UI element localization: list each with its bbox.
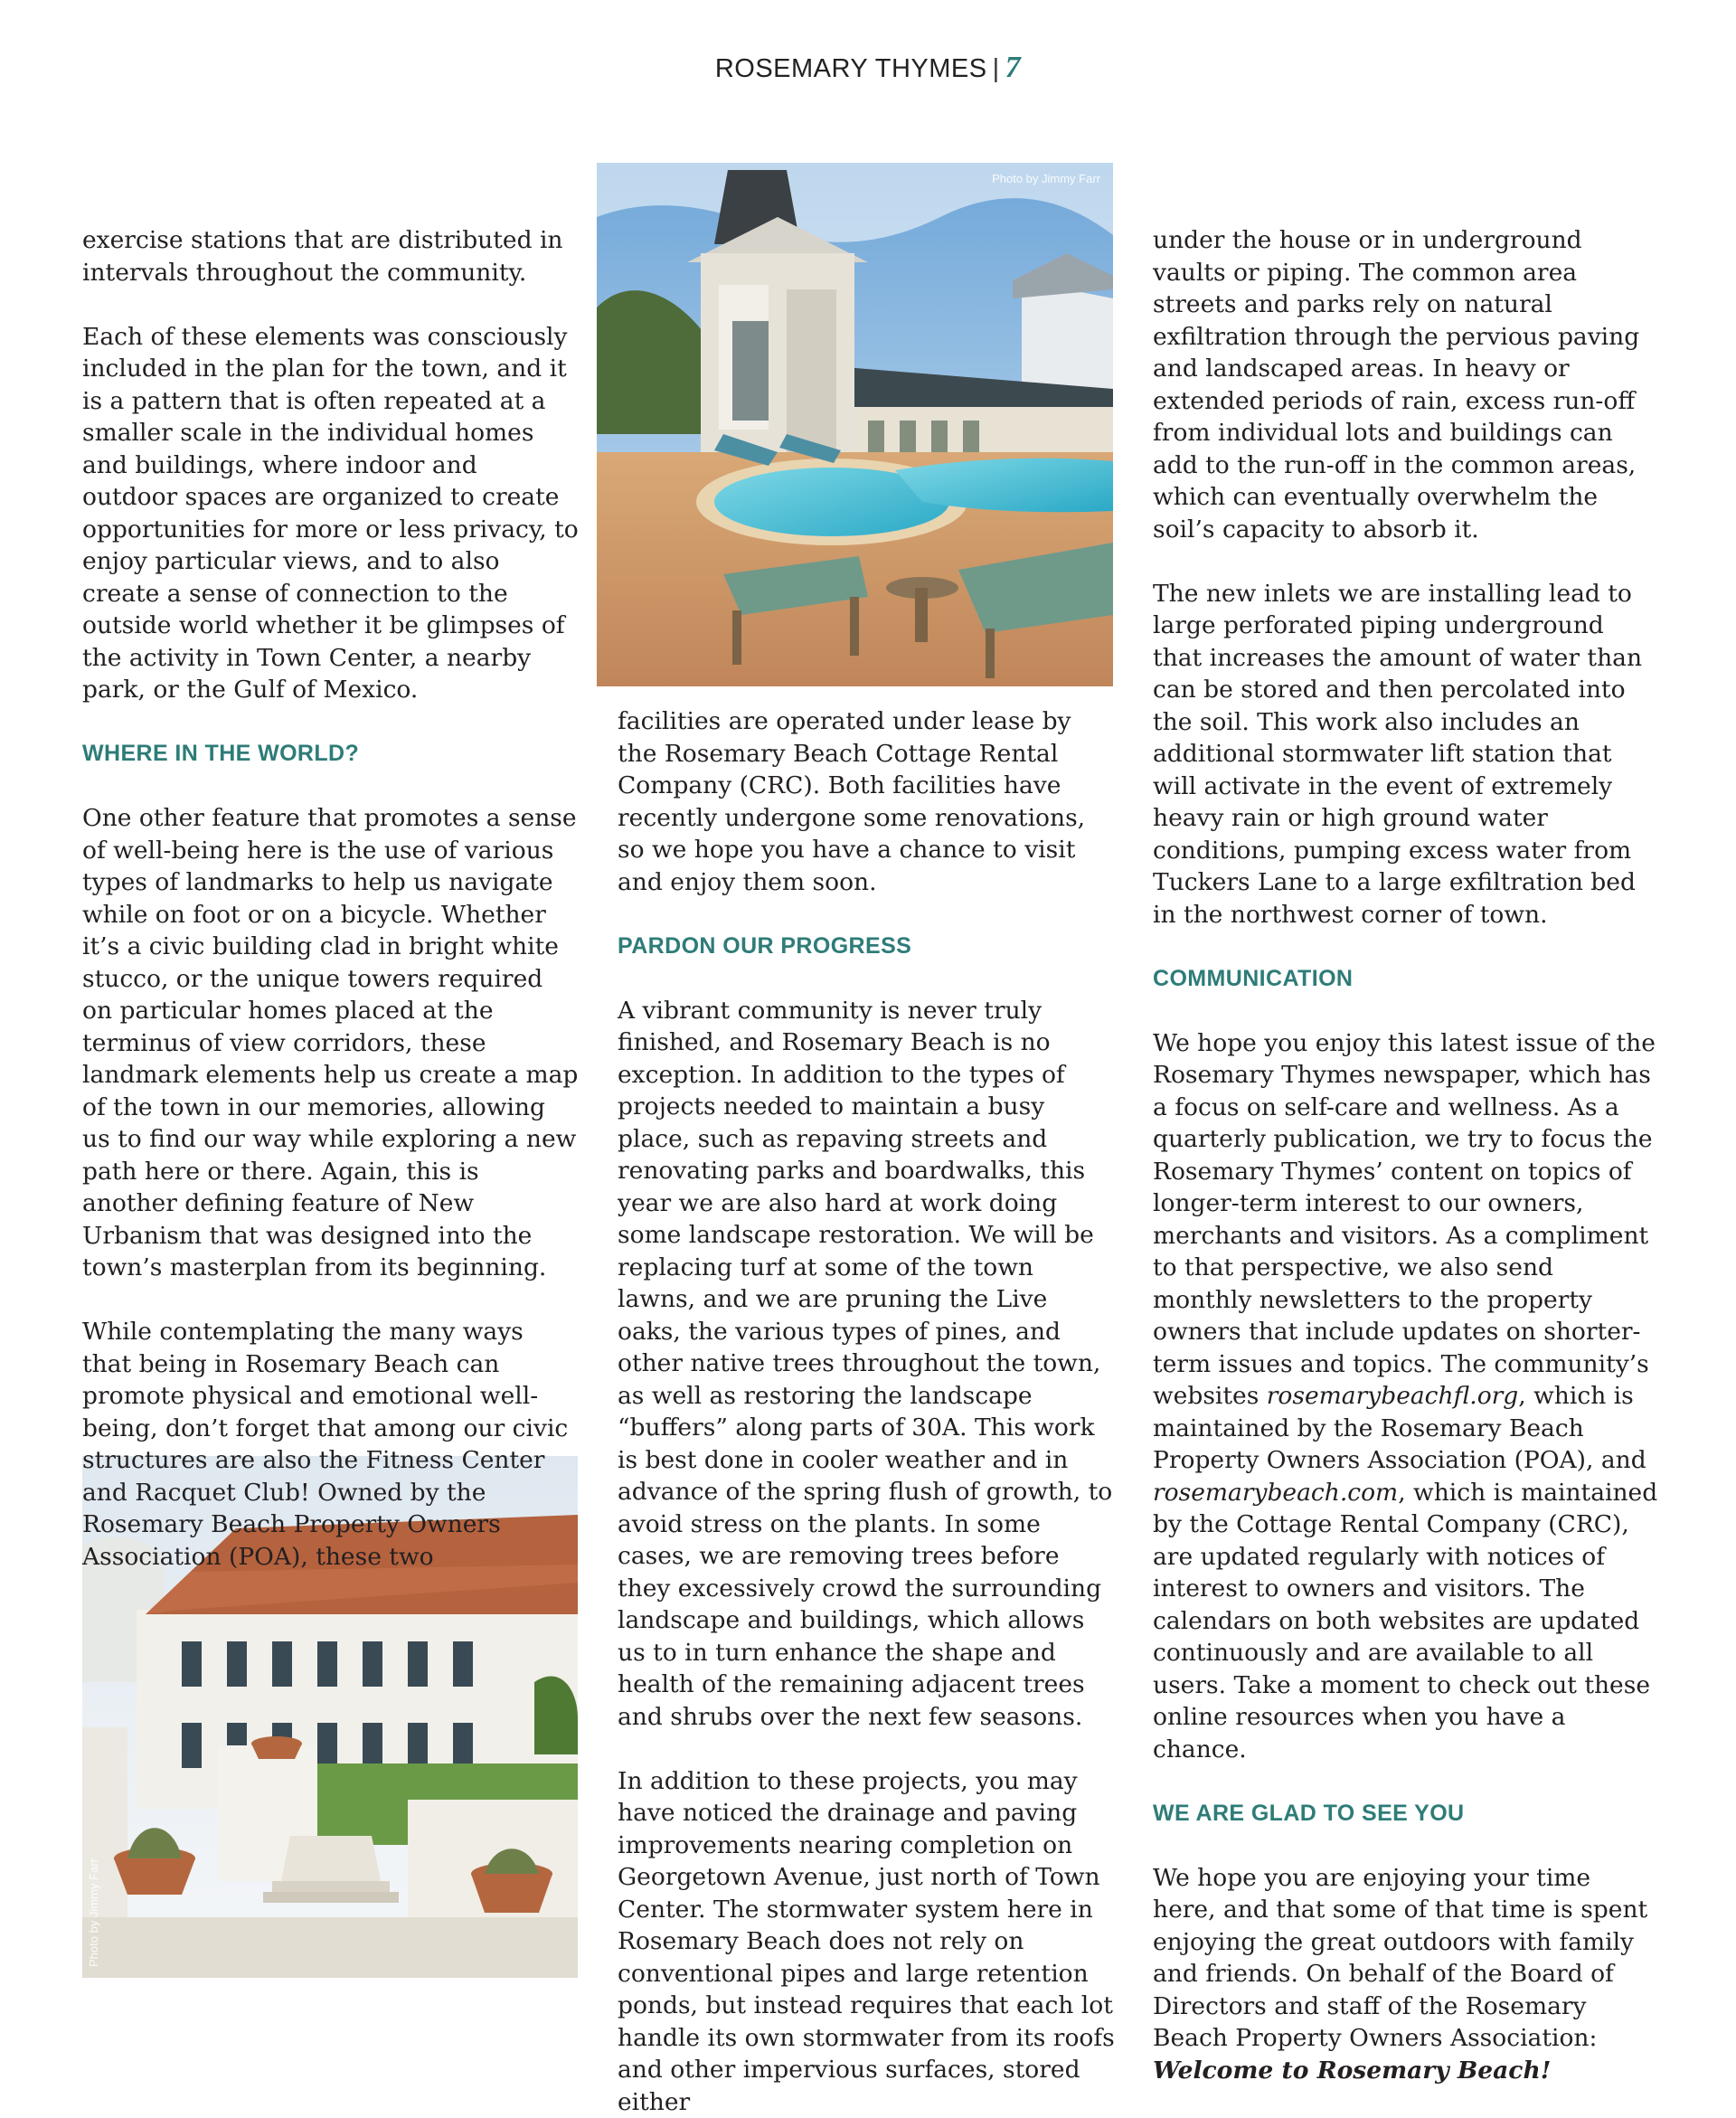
paragraph: A vibrant community is never truly finished, and Rosemary Beach is no exception. In addition to the types of projects needed to maintain a busy place, such as repaving streets and renovating parks and boardwalks, this year we are also hard at work doing some landscape restoration. We will be replacing turf at some of the town lawns, and we are pruning the Live oaks, the various types of pines, and other native trees throughout the town, as well as restoring the landscape “buffers” along parts of 30A. This work is best done in cooler weather and in advance of the spring flush of growth, to avoid stress on the plants. In some cases, we are removing trees before they excessively crowd the surrounding landscape and buildings, which allows us to in turn enhance the shape and health of the remaining adjacent trees and shrubs over the next few seasons. (618, 995, 1115, 1734)
paragraph: Each of these elements was consciously included in the plan for the town, and it is a pattern that is often repeated at a smaller scale in the individual homes and buildings, where indoor and outdoor spaces are organized to create opportunities for more or less privacy, to enjoy particular views, and to also create a sense of connection to the outside world whether it be glimpses of the activity in Town Center, a nearby park, or the Gulf of Mexico. (82, 321, 580, 706)
section-heading-pardon-our-progress: PARDON OUR PROGRESS (618, 931, 1115, 963)
publication-name: ROSEMARY THYMES (715, 54, 987, 83)
page-number: 7 (1005, 51, 1022, 84)
running-header (0, 51, 1736, 85)
text-run: We hope you enjoy this latest issue of the Rosemary Thymes newspaper, which has a focus on self-care and wellness. As a quarterly publication, we try to focus the Rosemary Thymes’ content on topics of longer-term interest to our owners, merchants and visitors. As a compliment to that perspective, we also send monthly newsletters to the property owners that include updates on shorter-term issues and topics. The community’s websites (1153, 1029, 1656, 1411)
header-separator: | (993, 54, 1000, 83)
pool-photo (597, 163, 1113, 686)
website-link-poa[interactable]: rosemarybeachfl.org (1267, 1382, 1519, 1410)
paragraph (1153, 1862, 1659, 2087)
paragraph: In addition to these projects, you may have noticed the drainage and paving improvements nearing completion on Georgetown Avenue, just north of Town Center. The stormwater system here in Rosemary Beach does not rely on conventional pipes and large retention ponds, but instead requires that each lot handle its own stormwater from its roofs and other impervious surfaces, stored either (618, 1765, 1115, 2118)
paragraph: facilities are operated under lease by the Rosemary Beach Cottage Rental Company (CRC). Both facilities have recently undergone some renovations, so we hope you have a chance to visit and enjoy them soon. (618, 705, 1115, 898)
pool-scene-illustration (597, 163, 1113, 686)
section-heading-glad-to-see-you: WE ARE GLAD TO SEE YOU (1153, 1798, 1659, 1830)
section-heading-where-in-the-world: WHERE IN THE WORLD? (82, 738, 580, 771)
article-column-3 (1153, 224, 1659, 2086)
photo-credit: Photo by Jimmy Farr (992, 172, 1100, 185)
article-column-2 (618, 705, 1115, 2118)
section-heading-communication: COMMUNICATION (1153, 963, 1659, 996)
website-link-crc[interactable]: rosemarybeach.com (1153, 1479, 1398, 1507)
paragraph: One other feature that promotes a sense of well-being here is the use of various types of landmarks to help us navigate while on foot or on a bicycle. Whether it’s a civic building clad in bright white stucco, or the unique towers required on particular homes placed at the terminus of view corridors, these landmark elements help us create a map of the town in our memories, allowing us to find our way while exploring a new path here or there. Again, this is another defining feature of New Urbanism that was designed into the town’s masterplan from its beginning. (82, 802, 580, 1284)
text-run: , which is maintained by the Rosemary Beach Property Owners Association (POA), and (1153, 1382, 1646, 1474)
paragraph: under the house or in underground vaults or piping. The common area streets and parks rely on natural exfiltration through the pervious paving and landscaped areas. In heavy or extended periods of rain, excess run-off from individual lots and buildings can add to the run-off in the common areas, which can eventually overwhelm the soil’s capacity to absorb it. (1153, 224, 1659, 545)
paragraph: While contemplating the many ways that being in Rosemary Beach can promote physical and emotional well-being, don’t forget that among our civic structures are also the Fitness Center and Racquet Club! Owned by the Rosemary Beach Property Owners Association (POA), these two (82, 1316, 580, 1573)
paragraph (1153, 1027, 1659, 1766)
paragraph: exercise stations that are distributed in intervals throughout the community. (82, 224, 580, 288)
article-column-1 (82, 224, 580, 1573)
closing-line: Welcome to Rosemary Beach! (1153, 2057, 1551, 2085)
photo-credit: Photo by Jimmy Farr (87, 1858, 100, 1967)
text-run: We hope you are enjoying your time here, and that some of that time is spent enjoying the great outdoors with family and friends. On behalf of the Board of Directors and staff of the Rosemary Beach Property Owners Association: (1153, 1864, 1647, 2053)
paragraph: The new inlets we are installing lead to large perforated piping underground that increases the amount of water than can be stored and then percolated into the soil. This work also includes an additional stormwater lift station that will activate in the event of extremely heavy rain or high ground water conditions, pumping excess water from Tuckers Lane to a large exfiltration bed in the northwest corner of town. (1153, 578, 1659, 931)
text-run: , which is maintained by the Cottage Rental Company (CRC), are updated regularly with notices of interest to owners and visitors. The calendars on both websites are updated continuously and are available to all users. Take a moment to check out these online resources when you have a chance. (1153, 1479, 1657, 1763)
